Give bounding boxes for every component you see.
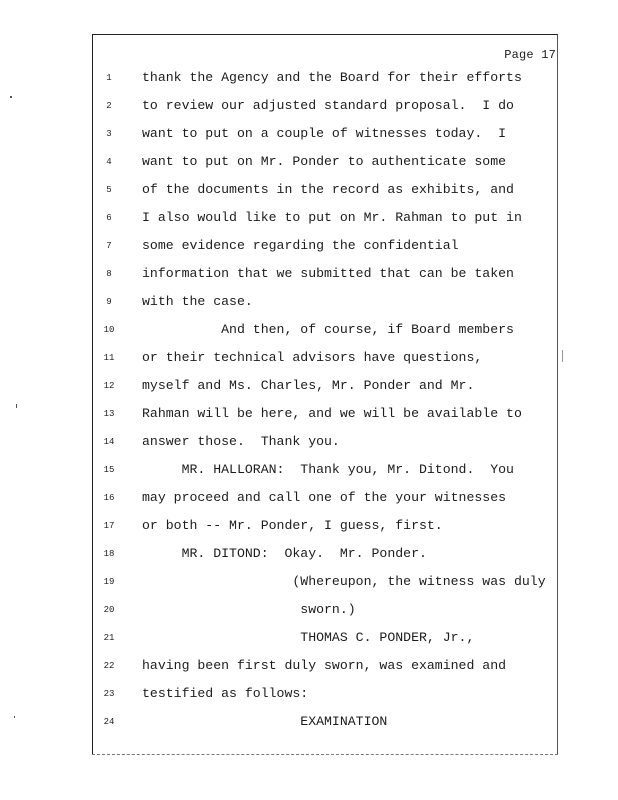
line-number: 5 bbox=[106, 185, 112, 195]
transcript-line bbox=[92, 292, 562, 312]
page-number: Page 17 bbox=[504, 48, 556, 62]
transcript-line bbox=[92, 152, 562, 172]
line-text: I also would like to put on Mr. Rahman to put in bbox=[142, 210, 522, 225]
line-number: 2 bbox=[106, 101, 112, 111]
line-number: 20 bbox=[103, 605, 115, 615]
line-number: 6 bbox=[106, 213, 112, 223]
line-text: or both -- Mr. Ponder, I guess, first. bbox=[142, 518, 443, 533]
line-text: (Whereupon, the witness was duly bbox=[142, 574, 546, 589]
transcript-line bbox=[92, 488, 562, 508]
transcript-line bbox=[92, 432, 562, 452]
line-text: testified as follows: bbox=[142, 686, 309, 701]
line-text: MR. DITOND: Okay. Mr. Ponder. bbox=[142, 546, 427, 561]
transcript-line bbox=[92, 712, 562, 732]
line-number: 3 bbox=[106, 129, 112, 139]
transcript-line bbox=[92, 684, 562, 704]
transcript-line bbox=[92, 544, 562, 564]
transcript-line bbox=[92, 628, 562, 648]
line-number: 21 bbox=[103, 633, 115, 643]
scan-speck bbox=[14, 716, 15, 718]
line-text: And then, of course, if Board members bbox=[142, 322, 514, 337]
line-number: 19 bbox=[103, 577, 115, 587]
transcript-line bbox=[92, 572, 562, 592]
transcript-line bbox=[92, 68, 562, 88]
line-text: myself and Ms. Charles, Mr. Ponder and Mr. bbox=[142, 378, 475, 393]
line-number: 18 bbox=[103, 549, 115, 559]
line-number: 8 bbox=[106, 269, 112, 279]
transcript-line bbox=[92, 96, 562, 116]
line-text: answer those. Thank you. bbox=[142, 434, 340, 449]
transcript-line bbox=[92, 600, 562, 620]
line-number: 22 bbox=[103, 661, 115, 671]
transcript-line bbox=[92, 124, 562, 144]
bottom-rule bbox=[92, 754, 558, 755]
scan-speck bbox=[16, 404, 17, 408]
line-text: some evidence regarding the confidential bbox=[142, 238, 459, 253]
line-number: 7 bbox=[106, 241, 112, 251]
transcript-line bbox=[92, 656, 562, 676]
line-text: having been first duly sworn, was examined and bbox=[142, 658, 507, 673]
line-text: or their technical advisors have questions, bbox=[142, 350, 483, 365]
line-number: 23 bbox=[103, 689, 115, 699]
transcript-line bbox=[92, 516, 562, 536]
transcript-line bbox=[92, 460, 562, 480]
line-text: want to put on a couple of witnesses today. I bbox=[142, 126, 507, 141]
transcript-line bbox=[92, 320, 562, 340]
line-number: 15 bbox=[103, 465, 115, 475]
line-text: may proceed and call one of the your witnesses bbox=[142, 490, 507, 505]
transcript-line bbox=[92, 376, 562, 396]
line-number: 17 bbox=[103, 521, 115, 531]
line-text: to review our adjusted standard proposal. I do bbox=[142, 98, 514, 113]
line-text: MR. HALLORAN: Thank you, Mr. Ditond. You bbox=[142, 462, 514, 477]
line-number: 9 bbox=[106, 297, 112, 307]
line-text: want to put on Mr. Ponder to authenticate some bbox=[142, 154, 507, 169]
line-number: 12 bbox=[103, 381, 115, 391]
line-text: of the documents in the record as exhibits, and bbox=[142, 182, 514, 197]
line-number: 13 bbox=[103, 409, 115, 419]
line-text: EXAMINATION bbox=[142, 714, 388, 729]
transcript-line bbox=[92, 348, 562, 368]
line-text: information that we submitted that can be taken bbox=[142, 266, 514, 281]
line-number: 16 bbox=[103, 493, 115, 503]
line-text: thank the Agency and the Board for their efforts bbox=[142, 70, 522, 85]
line-number: 1 bbox=[106, 73, 112, 83]
transcript-line bbox=[92, 208, 562, 228]
transcript-line bbox=[92, 404, 562, 424]
scan-speck bbox=[10, 96, 12, 98]
line-number: 11 bbox=[103, 353, 115, 363]
line-text: with the case. bbox=[142, 294, 253, 309]
transcript-line bbox=[92, 180, 562, 200]
transcript-line bbox=[92, 236, 562, 256]
line-text: THOMAS C. PONDER, Jr., bbox=[142, 630, 475, 645]
transcript-line bbox=[92, 264, 562, 284]
line-text: Rahman will be here, and we will be available to bbox=[142, 406, 522, 421]
line-text: sworn.) bbox=[142, 602, 356, 617]
line-number: 24 bbox=[103, 717, 115, 727]
line-number: 4 bbox=[106, 157, 112, 167]
line-number: 14 bbox=[103, 437, 115, 447]
scan-speck bbox=[562, 350, 563, 362]
line-number: 10 bbox=[103, 325, 115, 335]
